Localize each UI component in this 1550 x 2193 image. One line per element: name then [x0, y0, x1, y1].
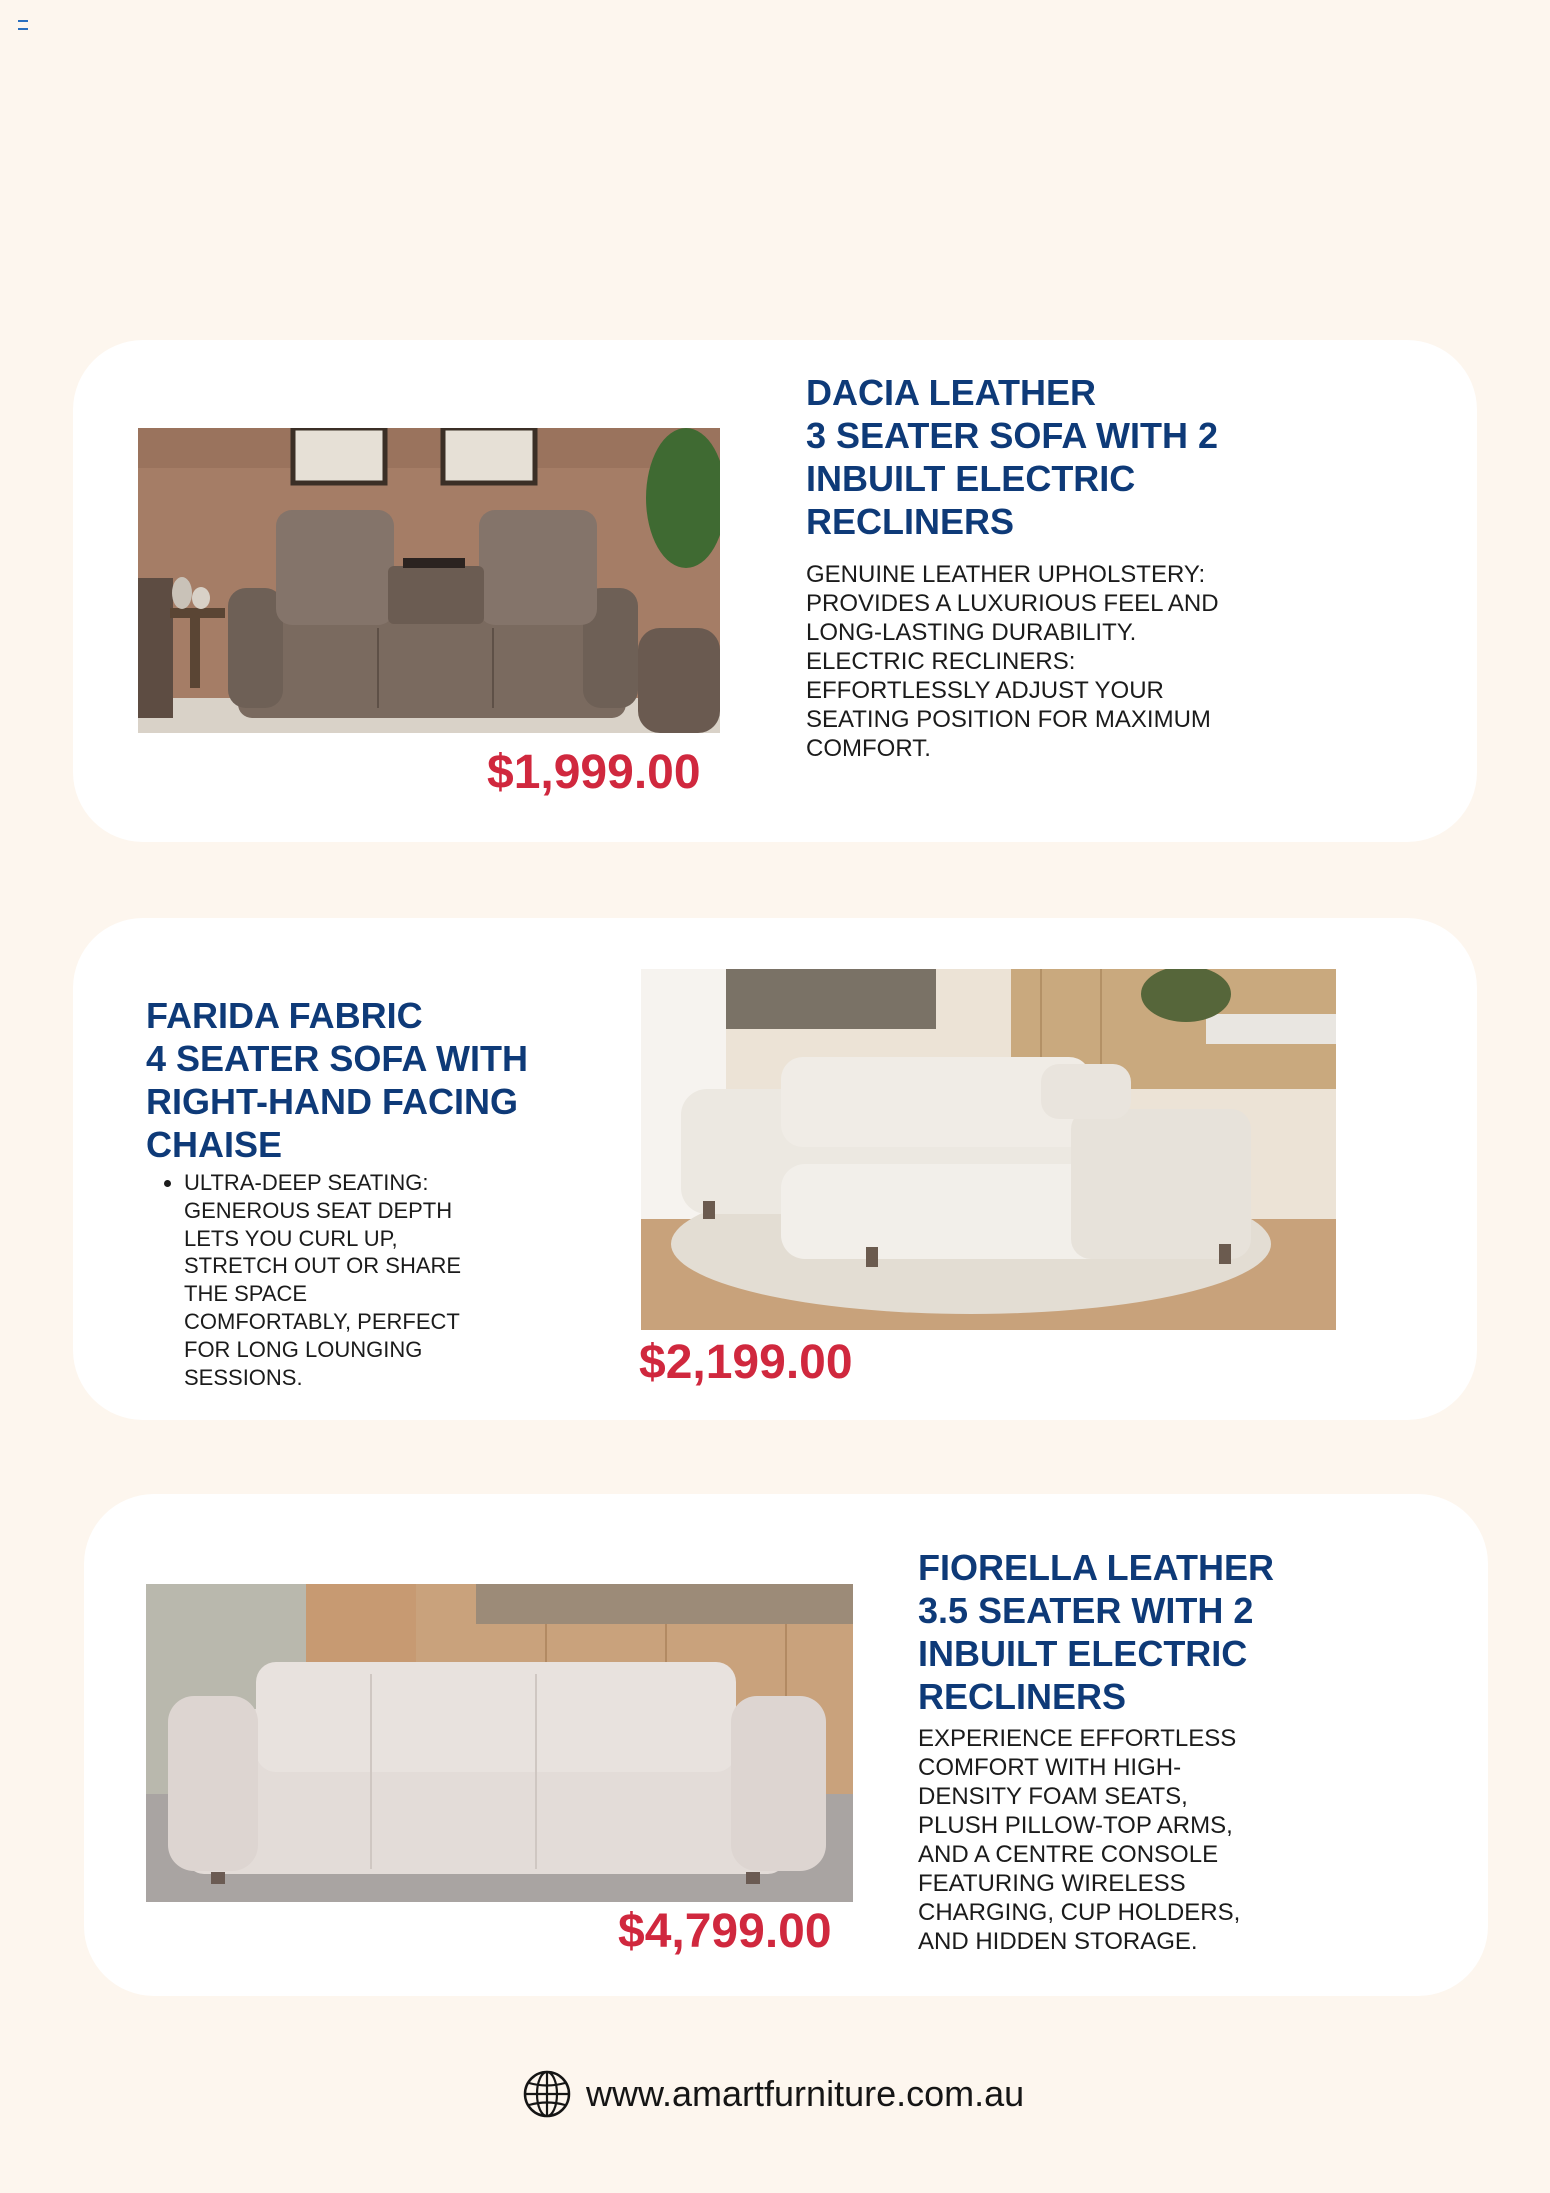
website-link[interactable]: www.amartfurniture.com.au [586, 2073, 1025, 2114]
menu-icon[interactable] [18, 20, 28, 30]
product-title-farida: FARIDA FABRIC 4 SEATER SOFA WITH RIGHT-HAND FACING CHAISE [146, 995, 529, 1165]
product-title-fiorella: FIORELLA LEATHER 3.5 SEATER WITH 2 INBUILT ELECTRIC RECLINERS [918, 1547, 1274, 1717]
feature-list-farida [146, 1169, 461, 1391]
footer [522, 2069, 1024, 2119]
product-description-dacia: GENUINE LEATHER UPHOLSTERY: PROVIDES A LUXURIOUS FEEL AND LONG-LASTING DURABILITY. ELECTRIC RECLINERS: EFFORTLESSLY ADJUST YOUR SEATING POSITION FOR MAXIMUM COMFORT. [806, 561, 1219, 762]
price-fiorella: $4,799.00 [618, 1905, 832, 1958]
price-dacia: $1,999.00 [487, 746, 701, 799]
product-card-fiorella [84, 1494, 1488, 1996]
price-farida: $2,199.00 [639, 1336, 853, 1389]
product-card-farida [73, 918, 1477, 1420]
product-card-dacia [73, 340, 1477, 842]
globe-icon [522, 2069, 572, 2119]
product-image-farida [641, 969, 1336, 1330]
feature-item: • ULTRA-DEEP SEATING: GENEROUS SEAT DEPTH LETS YOU CURL UP, STRETCH OUT OR SHARE THE SPACE COMFORTABLY, PERFECT FOR LONG LOUNGING SESSIONS. [184, 1169, 461, 1391]
product-description-fiorella: EXPERIENCE EFFORTLESS COMFORT WITH HIGH- DENSITY FOAM SEATS, PLUSH PILLOW-TOP ARMS, AND A CENTRE CONSOLE FEATURING WIRELESS CHARGING, CUP HOLDERS, AND HIDDEN STORAGE. [918, 1725, 1241, 1955]
product-image-fiorella [146, 1584, 853, 1902]
product-image-dacia [138, 428, 720, 733]
product-title-dacia: DACIA LEATHER 3 SEATER SOFA WITH 2 INBUILT ELECTRIC RECLINERS [806, 372, 1219, 542]
